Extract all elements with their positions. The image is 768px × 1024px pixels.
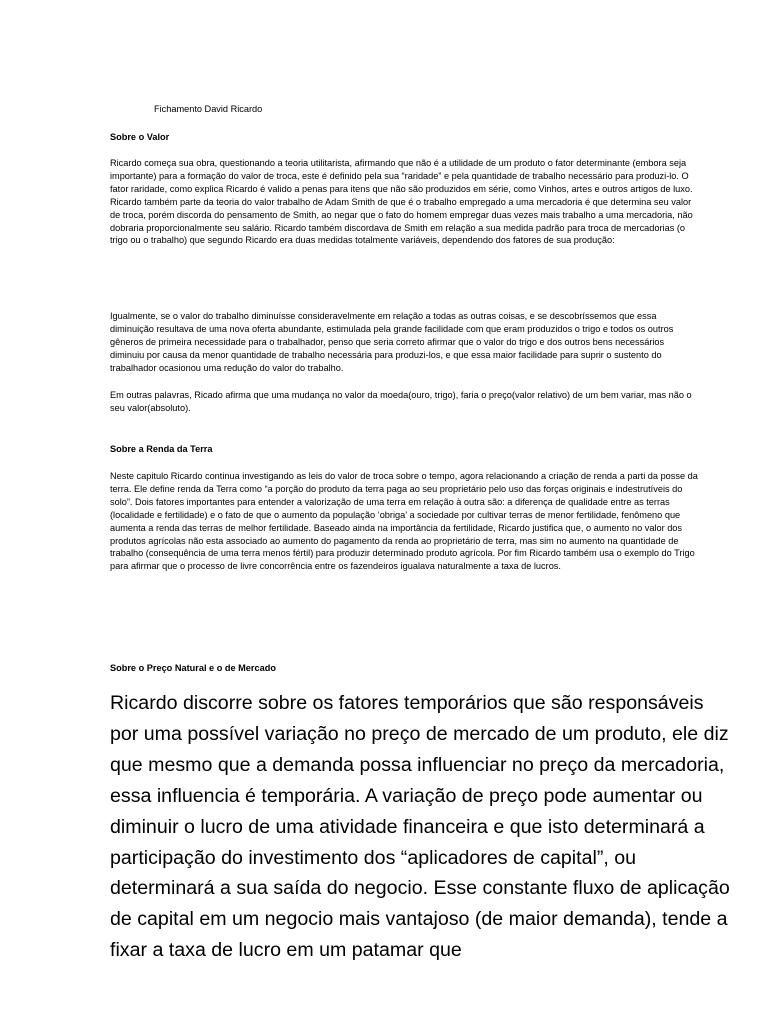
paragraph-valor-quote: Igualmente, se o valor do trabalho diminuísse consideravelmente em relação a todas as outras coisas, e se descobríssemos que essa diminuição resultava de uma nova oferta abundante, estimulada pela grande facilidade com que eram produzidos o trigo e todos os outros gêneros de primeira necessidade para o trabalhador, penso que seria correto afirmar que o valor do trigo e dos outros bens necessários diminuiu por causa da menor quantidade de trabalho necessária para produzi-los, e que essa maior facilidade para suprir o sustento do trabalhador ocasionou uma redução do valor do trabalho. <box>110 311 674 373</box>
paragraph-valor-1: Ricardo começa sua obra, questionando a teoria utilitarista, afirmando que não é a utilidade de um produto o fator determinante (embora seja importante) para a formação do valor de troca, este é definido pela sua “raridade” e pela quantidade de trabalho necessário para produzi-lo. O fator raridade, como explica Ricardo é valido a penas para itens que não são produzidos em série, como Vinhos, artes e outros artigos de luxo. Ricardo também parte da teoria do valor trabalho de Adam Smith de que é o trabalho empregado a uma mercadoria é que determina seu valor de troca, porém discorda do pensamento de Smith, ao negar que o fato do homem empregar duas vezes mais trabalho a uma mercadoria, não dobraria proporcionalmente seu salário. Ricardo também discordava de Smith em relação a sua medida padrão para troca de mercadorias (o trigo ou o trabalho) que segundo Ricardo era duas medidas totalmente variáveis, dependendo dos fatores de sua produção: <box>110 158 693 246</box>
section-heading-preco: Sobre o Preço Natural e o de Mercado <box>110 663 276 673</box>
document-title: Fichamento David Ricardo <box>154 104 263 114</box>
section-heading-valor: Sobre o Valor <box>110 132 170 142</box>
paragraph-valor-2: Em outras palavras, Ricado afirma que uma mudança no valor da moeda(ouro, trigo), faria o preço(valor relativo) de um bem variar, mas não o seu valor(absoluto). <box>110 390 692 413</box>
paragraph-renda-terra: Neste capitulo Ricardo continua investigando as leis do valor de troca sobre o tempo, agora relacionando a criação de renda a parti da posse da terra. Ele define renda da Terra como “a porção do produto da terra paga ao seu proprietário pelo uso das forças originais e indestrutíveis do solo”. Dois fatores importantes para entender a valorização de uma terra em relação à outra são: a diferença de qualidade entre as terras (localidade e fertilidade) e o fato de que o aumento da população ‘obriga’ a sociedade por cultivar terras de menor fertilidade, fenômeno que aumenta a renda das terras de melhor fertilidade. Baseado ainda na importância da fertilidade, Ricardo justifica que, o aumento no valor dos produtos agrícolas não esta associado ao aumento do pagamento da renda ao proprietário de terra, mas sim no aumento na quantidade de trabalho (consequência de uma terra menos fértil) para produzir determinado produto agrícola. Por fim Ricardo também usa o exemplo do Trigo para afirmar que o processo de livre concorrência entre os fazendeiros igualava naturalmente a taxa de lucros. <box>110 471 698 572</box>
paragraph-preco: Ricardo discorre sobre os fatores temporários que são responsáveis por uma possível variação no preço de mercado de um produto, ele diz que mesmo que a demanda possa influenciar no preço da mercadoria, essa influencia é temporária. A variação de preço pode aumentar ou diminuir o lucro de uma atividade financeira e que isto determinará a participação do investimento dos “aplicadores de capital”, ou determinará a sua saída do negocio. Esse constante fluxo de aplicação de capital em um negocio mais vantajoso (de maior demanda), tende a fixar a taxa de lucro em um patamar que <box>110 692 730 962</box>
section-heading-renda-terra: Sobre a Renda da Terra <box>110 444 213 454</box>
